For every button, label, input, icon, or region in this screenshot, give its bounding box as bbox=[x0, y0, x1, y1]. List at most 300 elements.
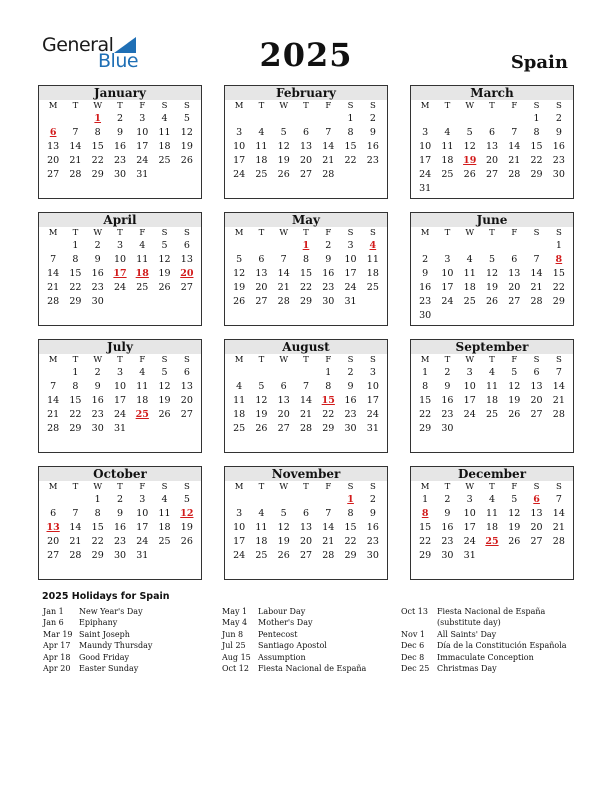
day-number: 30 bbox=[322, 296, 335, 307]
day-number: 22 bbox=[91, 155, 104, 166]
empty-cell bbox=[481, 112, 503, 126]
weekday-label: S bbox=[183, 228, 190, 238]
day-number: 24 bbox=[136, 155, 149, 166]
day-number: 31 bbox=[113, 423, 127, 434]
weekday-label: M bbox=[234, 482, 244, 492]
day-number: 16 bbox=[91, 395, 104, 406]
day-number: 15 bbox=[69, 395, 82, 406]
weekday-label: S bbox=[183, 101, 190, 111]
empty-cell bbox=[228, 366, 250, 380]
day-number: 26 bbox=[233, 296, 246, 307]
day-number: 13 bbox=[255, 268, 268, 279]
day-number: 1 bbox=[533, 113, 540, 124]
day-number: 27 bbox=[485, 169, 499, 180]
weekday-label: T bbox=[489, 355, 495, 365]
day-number: 27 bbox=[180, 282, 193, 293]
day-number: 5 bbox=[183, 494, 190, 505]
day-number: 24 bbox=[136, 536, 149, 547]
day-number: 17 bbox=[233, 155, 246, 166]
holiday-entry bbox=[43, 629, 152, 640]
day-number: 29 bbox=[419, 550, 432, 561]
day-number: 10 bbox=[113, 254, 127, 265]
day-number: 12 bbox=[508, 508, 521, 519]
day-number: 24 bbox=[463, 409, 476, 420]
day-number: 25 bbox=[255, 550, 268, 561]
day-number: 15 bbox=[91, 522, 104, 533]
day-number: 21 bbox=[322, 536, 335, 547]
day-number: 19 bbox=[508, 522, 521, 533]
day-number: 25 bbox=[255, 169, 268, 180]
day-number: 18 bbox=[485, 395, 499, 406]
weekday-label: F bbox=[511, 355, 518, 365]
weekday-label: T bbox=[258, 355, 265, 365]
empty-cell bbox=[228, 239, 250, 253]
holiday-entry bbox=[401, 606, 567, 617]
weekday-label: F bbox=[139, 355, 146, 365]
weekday-label: F bbox=[511, 228, 518, 238]
day-number: 12 bbox=[508, 381, 521, 392]
weekday-label: T bbox=[258, 482, 265, 492]
weekday-label: M bbox=[420, 101, 430, 111]
day-number: 17 bbox=[463, 522, 476, 533]
day-number: 9 bbox=[369, 127, 376, 138]
day-number: 27 bbox=[299, 550, 313, 561]
day-number: 12 bbox=[158, 381, 171, 392]
weekday-label: S bbox=[161, 101, 168, 111]
day-number: 12 bbox=[180, 127, 193, 138]
day-number: 16 bbox=[91, 268, 104, 279]
day-number: 20 bbox=[530, 395, 543, 406]
day-number: 24 bbox=[113, 409, 127, 420]
country-label: Spain bbox=[510, 52, 568, 73]
day-number: 20 bbox=[299, 536, 313, 547]
day-number: 14 bbox=[69, 141, 82, 152]
day-number: 15 bbox=[344, 522, 357, 533]
day-number: 17 bbox=[419, 155, 432, 166]
day-number: 31 bbox=[344, 296, 357, 307]
day-number: 20 bbox=[485, 155, 499, 166]
day-number: 23 bbox=[419, 296, 432, 307]
weekday-label: S bbox=[347, 482, 354, 492]
weekday-label: T bbox=[117, 101, 123, 111]
day-grid bbox=[225, 227, 387, 309]
day-number: 15 bbox=[419, 395, 432, 406]
day-grid bbox=[225, 354, 387, 436]
holiday-day: 1 bbox=[94, 113, 102, 124]
day-number: 18 bbox=[158, 522, 171, 533]
month-may bbox=[224, 212, 388, 326]
day-number: 5 bbox=[466, 127, 473, 138]
day-number: 11 bbox=[136, 254, 149, 265]
weekday-label: S bbox=[533, 101, 540, 111]
day-number: 1 bbox=[94, 494, 101, 505]
weekday-label: T bbox=[303, 228, 309, 238]
day-number: 22 bbox=[552, 282, 565, 293]
holiday-day: 25 bbox=[485, 536, 499, 547]
day-number: 13 bbox=[47, 141, 60, 152]
day-number: 15 bbox=[299, 268, 313, 279]
day-number: 10 bbox=[136, 508, 149, 519]
day-number: 17 bbox=[366, 395, 379, 406]
day-number: 3 bbox=[466, 494, 473, 505]
day-number: 23 bbox=[113, 536, 127, 547]
weekday-label: F bbox=[325, 355, 332, 365]
month-november bbox=[224, 466, 388, 580]
day-number: 27 bbox=[299, 169, 313, 180]
weekday-label: S bbox=[369, 355, 376, 365]
day-number: 18 bbox=[463, 282, 476, 293]
day-number: 28 bbox=[277, 296, 290, 307]
holiday-date: May 1 bbox=[222, 607, 248, 616]
day-number: 17 bbox=[233, 536, 246, 547]
day-number: 12 bbox=[463, 141, 476, 152]
weekday-label: W bbox=[93, 101, 103, 111]
weekday-label: S bbox=[533, 228, 540, 238]
day-number: 20 bbox=[47, 536, 60, 547]
day-number: 26 bbox=[508, 536, 521, 547]
day-number: 21 bbox=[299, 409, 313, 420]
weekday-label: T bbox=[444, 482, 451, 492]
day-number: 10 bbox=[233, 522, 246, 533]
month-name: June bbox=[411, 213, 573, 227]
holiday-name: Maundy Thursday bbox=[79, 641, 153, 651]
day-number: 13 bbox=[299, 141, 313, 152]
month-name: August bbox=[225, 340, 387, 354]
day-number: 13 bbox=[180, 254, 193, 265]
day-number: 5 bbox=[280, 508, 287, 519]
holiday-day: 1 bbox=[302, 240, 310, 251]
day-number: 27 bbox=[180, 409, 193, 420]
day-number: 10 bbox=[463, 381, 476, 392]
holiday-entry bbox=[401, 652, 567, 663]
day-number: 14 bbox=[322, 522, 335, 533]
weekday-label: T bbox=[72, 482, 79, 492]
holiday-date: Aug 15 bbox=[222, 652, 251, 662]
day-number: 26 bbox=[277, 169, 290, 180]
weekday-label: T bbox=[117, 482, 123, 492]
day-number: 24 bbox=[441, 296, 454, 307]
day-number: 24 bbox=[233, 169, 246, 180]
day-number: 19 bbox=[485, 282, 499, 293]
day-number: 21 bbox=[277, 282, 290, 293]
day-number: 24 bbox=[233, 550, 246, 561]
holiday-day: 20 bbox=[180, 268, 194, 279]
weekday-label: W bbox=[93, 355, 103, 365]
day-number: 15 bbox=[419, 522, 432, 533]
day-number: 22 bbox=[91, 536, 104, 547]
empty-cell bbox=[64, 112, 86, 126]
weekday-label: S bbox=[533, 355, 540, 365]
day-grid bbox=[411, 100, 573, 196]
day-grid bbox=[411, 227, 573, 323]
day-number: 30 bbox=[441, 423, 454, 434]
day-number: 5 bbox=[161, 240, 168, 251]
day-number: 28 bbox=[530, 296, 543, 307]
day-number: 4 bbox=[488, 494, 496, 505]
empty-cell bbox=[295, 366, 317, 380]
empty-cell bbox=[459, 112, 481, 126]
day-number: 14 bbox=[530, 268, 543, 279]
day-number: 3 bbox=[139, 494, 146, 505]
weekday-label: W bbox=[465, 355, 475, 365]
day-number: 10 bbox=[113, 381, 127, 392]
day-number: 2 bbox=[94, 240, 101, 251]
holiday-entry bbox=[401, 629, 567, 640]
day-number: 25 bbox=[463, 296, 476, 307]
day-number: 23 bbox=[91, 409, 104, 420]
day-number: 4 bbox=[444, 127, 451, 138]
weekday-label: M bbox=[48, 355, 58, 365]
day-grid bbox=[39, 100, 201, 182]
day-number: 19 bbox=[180, 141, 193, 152]
day-number: 5 bbox=[280, 127, 287, 138]
day-number: 18 bbox=[366, 268, 379, 279]
day-number: 7 bbox=[50, 254, 57, 265]
day-number: 24 bbox=[463, 536, 476, 547]
weekday-label: S bbox=[347, 101, 354, 111]
day-number: 23 bbox=[552, 155, 565, 166]
day-number: 1 bbox=[422, 367, 429, 378]
day-number: 21 bbox=[322, 155, 335, 166]
weekday-label: W bbox=[279, 228, 289, 238]
day-number: 4 bbox=[161, 113, 168, 124]
day-number: 19 bbox=[277, 155, 290, 166]
month-march bbox=[410, 85, 574, 199]
holiday-day: 1 bbox=[347, 494, 354, 505]
holiday-name: Easter Sunday bbox=[79, 663, 139, 673]
day-number: 28 bbox=[69, 550, 82, 561]
holiday-date: Oct 13 bbox=[401, 607, 428, 616]
day-number: 12 bbox=[277, 522, 290, 533]
empty-cell bbox=[525, 239, 547, 253]
day-number: 3 bbox=[139, 113, 146, 124]
empty-cell bbox=[273, 112, 295, 126]
empty-cell bbox=[42, 112, 64, 126]
day-number: 10 bbox=[366, 381, 379, 392]
day-number: 9 bbox=[325, 254, 332, 265]
holiday-name: Labour Day bbox=[258, 607, 306, 616]
month-august bbox=[224, 339, 388, 453]
day-number: 3 bbox=[347, 240, 354, 251]
day-number: 22 bbox=[344, 536, 357, 547]
day-number: 8 bbox=[422, 381, 429, 392]
day-number: 8 bbox=[347, 127, 354, 138]
holiday-day: 19 bbox=[463, 155, 477, 166]
day-number: 24 bbox=[419, 169, 432, 180]
day-number: 22 bbox=[530, 155, 543, 166]
month-name: February bbox=[225, 86, 387, 100]
day-number: 4 bbox=[236, 381, 243, 392]
weekday-label: W bbox=[93, 482, 103, 492]
holiday-entry bbox=[43, 617, 152, 628]
weekday-label: T bbox=[72, 355, 79, 365]
weekday-label: F bbox=[325, 482, 332, 492]
day-number: 15 bbox=[552, 268, 565, 279]
day-number: 2 bbox=[555, 113, 562, 124]
day-number: 7 bbox=[302, 381, 310, 392]
day-number: 23 bbox=[366, 536, 379, 547]
day-number: 13 bbox=[180, 381, 193, 392]
day-number: 21 bbox=[552, 395, 565, 406]
weekday-label: S bbox=[161, 355, 168, 365]
weekday-label: T bbox=[444, 355, 451, 365]
day-number: 7 bbox=[533, 254, 540, 265]
day-number: 25 bbox=[158, 155, 171, 166]
holiday-date: Apr 18 bbox=[43, 652, 71, 662]
day-number: 20 bbox=[530, 522, 543, 533]
day-number: 31 bbox=[419, 183, 432, 194]
day-number: 23 bbox=[441, 536, 454, 547]
month-june bbox=[410, 212, 574, 326]
holidays-column bbox=[401, 606, 567, 674]
day-number: 9 bbox=[555, 127, 562, 138]
holiday-day: 6 bbox=[49, 127, 57, 138]
day-number: 20 bbox=[255, 282, 268, 293]
empty-cell bbox=[42, 239, 64, 253]
day-number: 30 bbox=[91, 423, 104, 434]
day-number: 2 bbox=[116, 113, 124, 124]
day-grid bbox=[225, 481, 387, 563]
holiday-day: 13 bbox=[46, 522, 60, 533]
day-number: 27 bbox=[277, 423, 290, 434]
holiday-name: Saint Joseph bbox=[79, 629, 130, 639]
day-number: 26 bbox=[508, 409, 521, 420]
day-number: 9 bbox=[444, 381, 451, 392]
weekday-label: M bbox=[48, 482, 58, 492]
weekday-label: W bbox=[93, 228, 103, 238]
day-number: 22 bbox=[299, 282, 313, 293]
day-number: 4 bbox=[258, 127, 265, 138]
day-number: 11 bbox=[136, 381, 149, 392]
day-number: 10 bbox=[463, 508, 476, 519]
day-number: 29 bbox=[344, 550, 357, 561]
day-number: 22 bbox=[419, 409, 432, 420]
weekday-label: S bbox=[161, 482, 168, 492]
day-number: 18 bbox=[233, 409, 246, 420]
empty-cell bbox=[42, 366, 64, 380]
weekday-label: M bbox=[234, 355, 244, 365]
weekday-label: F bbox=[139, 228, 146, 238]
day-number: 22 bbox=[344, 155, 357, 166]
empty-cell bbox=[250, 239, 272, 253]
day-number: 14 bbox=[508, 141, 521, 152]
holiday-entry bbox=[401, 617, 567, 628]
empty-cell bbox=[414, 112, 436, 126]
day-number: 3 bbox=[422, 127, 429, 138]
weekday-label: M bbox=[234, 101, 244, 111]
weekday-label: T bbox=[489, 482, 495, 492]
day-grid bbox=[411, 481, 573, 563]
day-number: 17 bbox=[344, 268, 357, 279]
weekday-label: M bbox=[420, 482, 430, 492]
weekday-label: S bbox=[161, 228, 168, 238]
day-number: 10 bbox=[344, 254, 357, 265]
day-number: 12 bbox=[233, 268, 246, 279]
day-number: 17 bbox=[463, 395, 476, 406]
weekday-label: F bbox=[325, 101, 332, 111]
day-number: 22 bbox=[69, 282, 82, 293]
holiday-entry bbox=[43, 652, 152, 663]
day-number: 23 bbox=[366, 155, 379, 166]
holiday-entry bbox=[43, 640, 152, 651]
day-number: 15 bbox=[91, 141, 104, 152]
holiday-date: May 4 bbox=[222, 618, 248, 628]
weekday-label: S bbox=[369, 101, 376, 111]
day-number: 30 bbox=[344, 423, 357, 434]
day-number: 23 bbox=[91, 282, 104, 293]
holiday-entry bbox=[401, 663, 567, 674]
day-number: 7 bbox=[325, 508, 332, 519]
day-number: 2 bbox=[369, 113, 376, 124]
day-number: 4 bbox=[488, 367, 496, 378]
day-number: 11 bbox=[158, 508, 171, 519]
weekday-label: M bbox=[48, 228, 58, 238]
holiday-date: Apr 17 bbox=[43, 641, 71, 651]
holiday-date: Mar 19 bbox=[43, 629, 73, 639]
holiday-date: Nov 1 bbox=[401, 629, 425, 639]
weekday-label: T bbox=[303, 355, 309, 365]
day-number: 10 bbox=[419, 141, 432, 152]
holiday-entry bbox=[222, 606, 366, 617]
day-number: 20 bbox=[277, 409, 290, 420]
weekday-label: F bbox=[511, 101, 518, 111]
day-number: 29 bbox=[322, 423, 335, 434]
holiday-name: Christmas Day bbox=[437, 663, 497, 673]
weekday-label: T bbox=[258, 101, 265, 111]
day-number: 18 bbox=[136, 395, 149, 406]
month-name: July bbox=[39, 340, 201, 354]
day-grid bbox=[39, 227, 201, 309]
day-number: 11 bbox=[485, 508, 499, 519]
day-number: 3 bbox=[369, 367, 376, 378]
day-number: 19 bbox=[180, 522, 193, 533]
holiday-day: 8 bbox=[555, 254, 563, 265]
day-number: 9 bbox=[347, 381, 354, 392]
day-number: 14 bbox=[552, 381, 565, 392]
day-number: 19 bbox=[158, 395, 171, 406]
weekday-label: S bbox=[347, 355, 354, 365]
empty-cell bbox=[481, 239, 503, 253]
day-number: 10 bbox=[136, 127, 149, 138]
holiday-name: Mother's Day bbox=[258, 618, 313, 628]
day-number: 4 bbox=[258, 508, 265, 519]
weekday-label: W bbox=[465, 101, 475, 111]
day-number: 8 bbox=[94, 508, 101, 519]
day-number: 2 bbox=[369, 494, 376, 505]
day-grid bbox=[225, 100, 387, 182]
weekday-label: W bbox=[465, 228, 475, 238]
day-number: 2 bbox=[444, 494, 451, 505]
weekday-label: S bbox=[183, 482, 190, 492]
day-number: 8 bbox=[72, 381, 79, 392]
empty-cell bbox=[273, 239, 295, 253]
day-number: 5 bbox=[511, 367, 518, 378]
holiday-name: (substitute day) bbox=[437, 618, 501, 628]
day-number: 2 bbox=[116, 494, 124, 505]
day-number: 1 bbox=[347, 113, 354, 124]
holiday-name: Fiesta Nacional de España bbox=[437, 607, 546, 616]
day-number: 19 bbox=[255, 409, 268, 420]
holiday-name: Good Friday bbox=[79, 652, 130, 662]
empty-cell bbox=[317, 112, 339, 126]
day-number: 8 bbox=[325, 381, 332, 392]
weekday-label: W bbox=[279, 355, 289, 365]
month-name: April bbox=[39, 213, 201, 227]
day-number: 1 bbox=[72, 367, 79, 378]
holiday-name: All Saints' Day bbox=[437, 629, 497, 639]
day-number: 26 bbox=[463, 169, 476, 180]
day-number: 3 bbox=[116, 240, 124, 251]
